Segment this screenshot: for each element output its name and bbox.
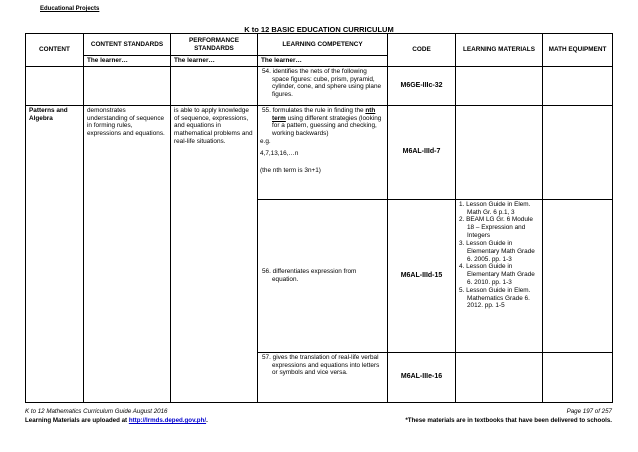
header-code: CODE (388, 34, 456, 67)
document-title: K to 12 BASIC EDUCATION CURRICULUM (244, 25, 394, 34)
material-item: 5. Lesson Guide in Elem. Mathematics Grade 6. 2012. pp. 1-5 (459, 286, 531, 310)
example-label: e.g. (260, 138, 271, 146)
example-sequence: 4,7,13,16,…n (260, 149, 299, 157)
footer-line-2 (25, 417, 612, 424)
header-performance-standards: PERFORMANCE STANDARDS (171, 34, 258, 56)
competency-cell (258, 105, 388, 199)
learner-label: The learner… (258, 56, 388, 67)
footer-guide: K to 12 Mathematics Curriculum Guide August 2016 (25, 408, 168, 415)
code-cell: M6AL-IIIe-16 (388, 352, 456, 402)
competency-cell: 57. gives the translation of real-life verbal expressions and equations into letters or symbols and vice versa. (258, 352, 388, 402)
footer-period: . (206, 417, 208, 424)
material-item: 2. BEAM LG Gr. 6 Module 18 – Expression and Integers (459, 216, 533, 240)
header-learning-materials: LEARNING MATERIALS (456, 34, 543, 67)
header-tag: Educational Projects (40, 6, 100, 12)
header-content-standards: CONTENT STANDARDS (84, 34, 171, 56)
competency-text: using different strategies (looking for a pattern, guessing and checking, working backwards) (272, 114, 382, 138)
learner-label: The learner… (171, 56, 258, 67)
footer-note: *These materials are in textbooks that have been delivered to schools. (405, 417, 612, 424)
header-learning-competency: LEARNING COMPETENCY (258, 34, 388, 56)
competency-cell: 56. differentiates expression from equation. (258, 199, 388, 352)
code-cell: M6GE-IIIc-32 (388, 66, 456, 105)
table-row (26, 105, 613, 199)
code-cell: M6AL-IIId-7 (388, 105, 456, 199)
table-row (26, 66, 613, 105)
curriculum-table (25, 33, 613, 403)
nth-term: nth term (272, 106, 376, 122)
performance-standard-cell: is able to apply knowledge of sequence, expressions, and equations in mathematical problems and real-life situations. (171, 105, 258, 402)
footer-uploaded-text: Learning Materials are uploaded at (25, 417, 129, 424)
content-cell: Patterns and Algebra (26, 105, 84, 402)
materials-cell (456, 199, 543, 352)
header-content: CONTENT (26, 34, 84, 67)
code-cell: M6AL-IIId-15 (388, 199, 456, 352)
competency-cell: 54. identifies the nets of the following space figures: cube, prism, pyramid, cylinder, cone, and sphere using plane figures. (258, 66, 388, 105)
lrmds-link[interactable]: http://lrmds.deped.gov.ph/ (128, 417, 207, 424)
learner-label: The learner… (84, 56, 171, 67)
header-math-equipment: MATH EQUIPMENT (543, 34, 613, 67)
material-item: 1. Lesson Guide in Elem. Math Gr. 6 p.1, 3 (459, 200, 531, 216)
material-item: 4. Lesson Guide in Elementary Math Grade 6. 2010. pp. 1-3 (459, 263, 535, 286)
content-standard-cell: demonstrates understanding of sequence in forming rules, expressions and equations. (84, 105, 171, 402)
page-number: Page 197 of 257 (566, 408, 612, 415)
footer-line-1 (25, 408, 612, 415)
example-note: (the nth term is 3n+1) (260, 166, 321, 174)
material-item: 3. Lesson Guide in Elementary Math Grade 6. 2005. pp. 1-3 (459, 239, 535, 263)
competency-text: 55. formulates the rule in finding the (262, 106, 366, 114)
